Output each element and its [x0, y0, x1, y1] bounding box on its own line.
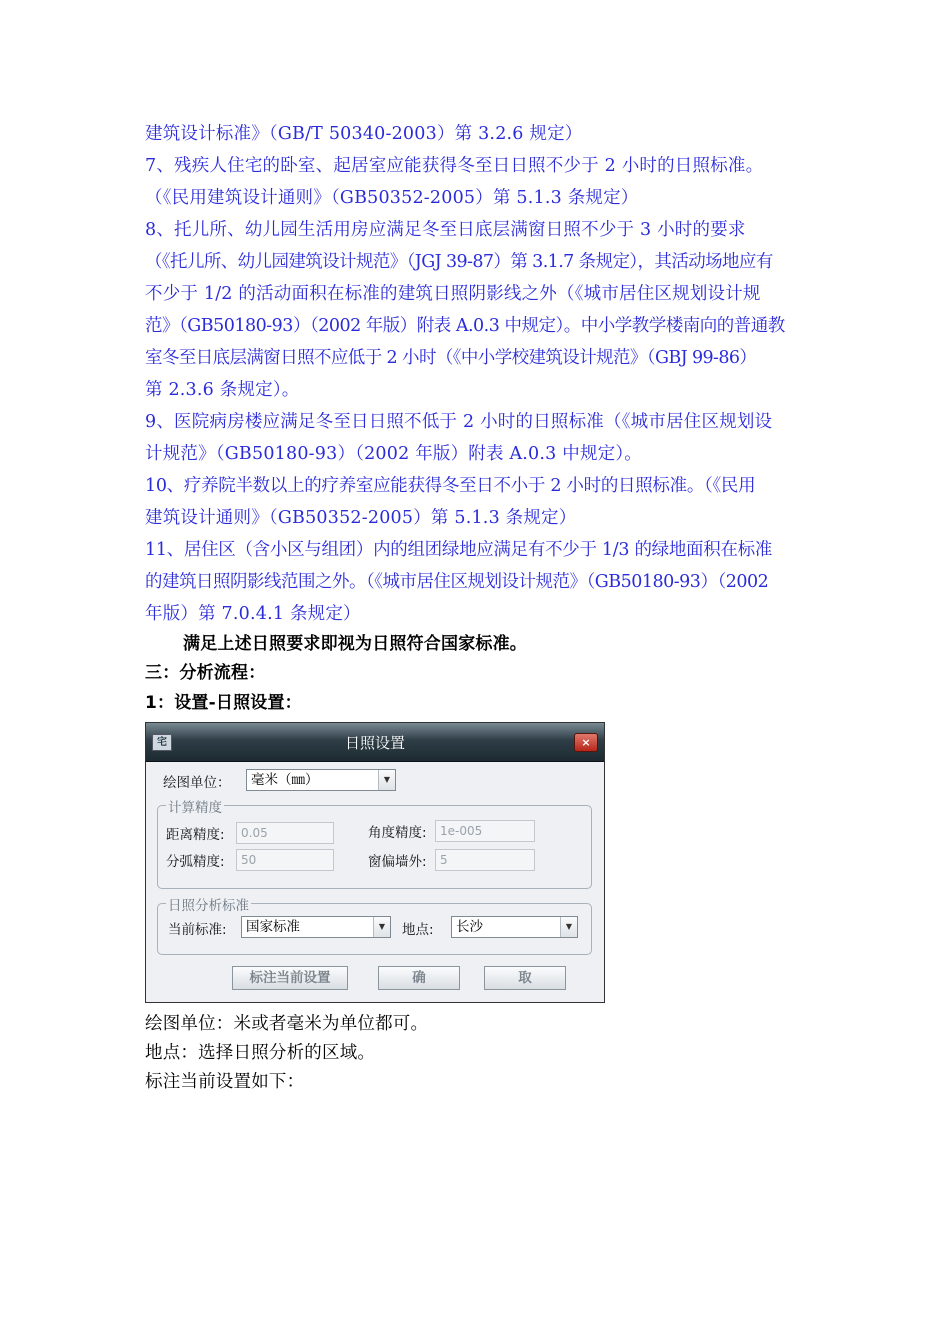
location-select[interactable] — [451, 916, 578, 938]
distance-precision-label: 距离精度: — [166, 827, 225, 843]
window-offset-field[interactable]: 5 — [435, 849, 535, 871]
angle-precision-field[interactable]: 1e-005 — [435, 820, 535, 842]
sunlight-settings-dialog — [145, 722, 605, 1003]
window-offset-label: 窗偏墙外: — [368, 854, 427, 870]
paragraph-line: 的建筑日照阴影线范围之外。（《城市居住区规划设计规范》（GB50180-93）（2002 — [145, 572, 769, 592]
paragraph-line: 10、疗养院半数以上的疗养室应能获得冬至日不小于 2 小时的日照标准。（《民用 — [145, 476, 756, 496]
section-heading: 三：分析流程： — [145, 663, 266, 683]
distance-precision-field[interactable]: 0.05 — [236, 822, 334, 844]
paragraph-line: 7、残疾人住宅的卧室、起居室应能获得冬至日日照不少于 2 小时的日照标准。 — [145, 156, 764, 176]
paragraph-line: 计规范》（GB50180-93）（2002 年版）附表 A.0.3 中规定）。 — [145, 444, 642, 464]
app-icon: 宅 — [152, 734, 172, 751]
chevron-down-icon[interactable]: ▼ — [378, 770, 395, 790]
note-line: 绘图单位：米或者毫米为单位都可。 — [145, 1014, 429, 1034]
precision-group — [157, 800, 592, 889]
close-button[interactable]: × — [574, 733, 598, 752]
standard-value: 国家标准 — [246, 919, 300, 935]
paragraph-line: 8、托儿所、幼儿园生活用房应满足冬至日底层满窗日照不少于 3 小时的要求 — [145, 220, 746, 240]
paragraph-line: 建筑设计标准》（GB/T 50340-2003）第 3.2.6 规定） — [145, 124, 583, 144]
annotate-settings-button[interactable]: 标注当前设置 — [232, 966, 348, 990]
paragraph-line: 建筑设计通则》（GB50352-2005）第 5.1.3 条规定） — [145, 508, 577, 528]
location-label: 地点: — [402, 922, 434, 938]
arc-precision-field[interactable]: 50 — [236, 849, 334, 871]
location-value: 长沙 — [456, 919, 483, 935]
unit-label: 绘图单位： — [163, 775, 231, 791]
unit-select[interactable] — [246, 769, 396, 791]
standard-label: 当前标准: — [168, 922, 227, 938]
arc-precision-label: 分弧精度: — [166, 854, 225, 870]
paragraph-line: 年版）第 7.0.4.1 条规定） — [145, 604, 361, 624]
paragraph-line: （《托儿所、幼儿园建筑设计规范》（JGJ 39-87）第 3.1.7 条规定），其活动场地应有 — [145, 252, 773, 272]
note-line: 标注当前设置如下： — [145, 1072, 305, 1092]
paragraph-line: 不少于 1/2 的活动面积在标准的建筑日照阴影线之外（《城市居住区规划设计规 — [145, 284, 761, 304]
chevron-down-icon[interactable]: ▼ — [560, 917, 577, 937]
ok-button[interactable]: 确 — [378, 966, 460, 990]
standard-select[interactable] — [241, 916, 391, 938]
dialog-titlebar — [146, 723, 604, 762]
note-line: 地点：选择日照分析的区域。 — [145, 1043, 376, 1063]
chevron-down-icon[interactable]: ▼ — [373, 917, 390, 937]
conclusion-text: 满足上述日照要求即视为日照符合国家标准。 — [183, 634, 527, 654]
dialog-title: 日照设置 — [344, 734, 405, 752]
precision-group-title: 计算精度 — [166, 796, 224, 816]
paragraph-line: 11、居住区（含小区与组团）内的组团绿地应满足有不少于 1/3 的绿地面积在标准 — [145, 540, 773, 560]
standard-group-title: 日照分析标准 — [166, 894, 251, 914]
cancel-button[interactable]: 取 — [484, 966, 566, 990]
unit-value: 毫米（㎜） — [251, 772, 319, 788]
angle-precision-label: 角度精度: — [368, 825, 427, 841]
paragraph-line: 9、医院病房楼应满足冬至日日照不低于 2 小时的日照标准（《城市居住区规划设 — [145, 412, 773, 432]
paragraph-line: 室冬至日底层满窗日照不应低于 2 小时（《中小学校建筑设计规范》（GBJ 99-86） — [145, 348, 757, 368]
paragraph-line: 范》（GB50180-93）（2002 年版）附表 A.0.3 中规定）。中小学教学楼南向的普通教 — [145, 316, 785, 336]
paragraph-line: （《民用建筑设计通则》（GB50352-2005）第 5.1.3 条规定） — [145, 188, 639, 208]
paragraph-line: 第 2.3.6 条规定）。 — [145, 380, 300, 400]
step-heading: 1：设置-日照设置： — [145, 693, 302, 713]
